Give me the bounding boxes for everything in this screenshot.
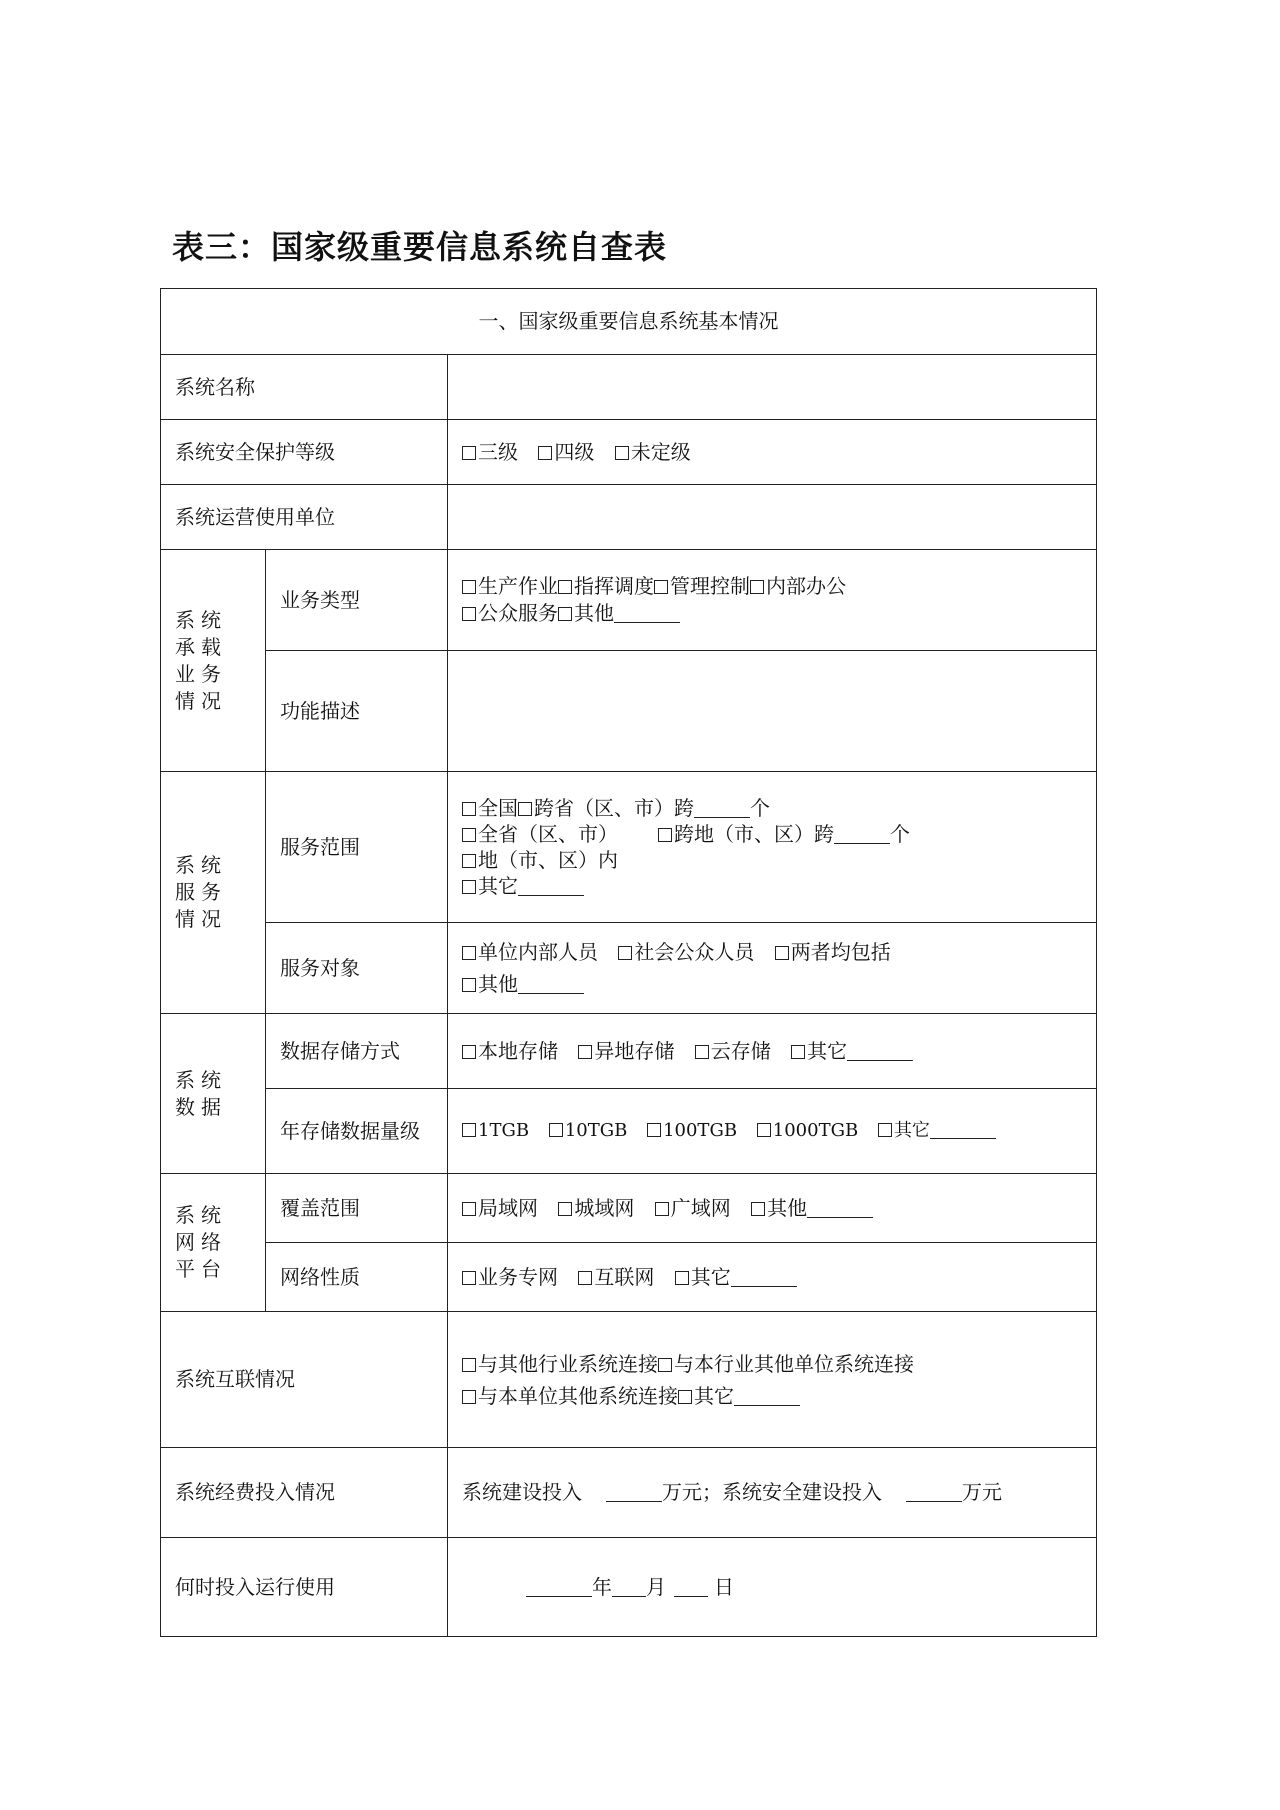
checkbox-lan[interactable] bbox=[462, 1202, 476, 1216]
option-1tb: 1TGB bbox=[478, 1119, 530, 1141]
checkbox-1000tb[interactable] bbox=[757, 1123, 771, 1137]
option-target-other: 其他 bbox=[478, 972, 518, 996]
checkbox-storage-other[interactable] bbox=[791, 1045, 805, 1059]
checkbox-level-3[interactable] bbox=[462, 446, 476, 460]
option-man: 城域网 bbox=[574, 1195, 635, 1220]
coverage-options bbox=[448, 1174, 1097, 1243]
option-other-industry: 与其他行业系统连接 bbox=[478, 1351, 658, 1376]
launch-label: 何时投入运行使用 bbox=[161, 1538, 448, 1637]
checkbox-public-service[interactable] bbox=[462, 607, 476, 621]
checkbox-internal-staff[interactable] bbox=[462, 946, 476, 960]
service-group-label: 系统服务情况 bbox=[161, 772, 266, 1014]
cross-region-blank[interactable] bbox=[834, 823, 890, 844]
operating-unit-label: 系统运营使用单位 bbox=[161, 485, 448, 550]
page-title: 表三：国家级重要信息系统自查表 bbox=[172, 228, 668, 266]
section-header: 一、国家级重要信息系统基本情况 bbox=[161, 289, 1097, 355]
checkbox-remote-storage[interactable] bbox=[578, 1045, 592, 1059]
volume-options bbox=[448, 1089, 1097, 1174]
checkbox-dispatch[interactable] bbox=[558, 580, 572, 594]
business-type-label: 业务类型 bbox=[266, 550, 448, 651]
option-level-undefined: 未定级 bbox=[630, 439, 691, 464]
option-level-3: 三级 bbox=[478, 439, 518, 464]
checkbox-both[interactable] bbox=[775, 946, 789, 960]
option-scope-other: 其它 bbox=[478, 874, 518, 898]
option-same-unit: 与本单位其他系统连接 bbox=[478, 1383, 678, 1408]
option-province-wide: 全省（区、市） bbox=[478, 822, 618, 846]
cross-province-unit: 个 bbox=[750, 796, 770, 820]
function-value[interactable] bbox=[448, 651, 1097, 772]
checkbox-same-industry[interactable] bbox=[658, 1358, 672, 1372]
option-lan: 局域网 bbox=[478, 1195, 538, 1220]
checkbox-same-unit[interactable] bbox=[462, 1390, 476, 1404]
option-private-network: 业务专网 bbox=[478, 1264, 558, 1289]
checkbox-local-storage[interactable] bbox=[462, 1045, 476, 1059]
option-local: 地（市、区）内 bbox=[478, 848, 618, 872]
checkbox-management[interactable] bbox=[654, 580, 668, 594]
business-group-label: 系统承载业务情况 bbox=[161, 550, 266, 772]
checkbox-cross-region[interactable] bbox=[658, 828, 672, 842]
nature-options bbox=[448, 1243, 1097, 1312]
coverage-label: 覆盖范围 bbox=[266, 1174, 448, 1243]
checkbox-coverage-other[interactable] bbox=[751, 1202, 765, 1216]
storage-options bbox=[448, 1014, 1097, 1089]
storage-label: 数据存储方式 bbox=[266, 1014, 448, 1089]
launch-date bbox=[448, 1538, 1097, 1637]
checkbox-province-wide[interactable] bbox=[462, 828, 476, 842]
build-investment-unit: 万元 bbox=[662, 1480, 702, 1504]
option-cross-province: 跨省（区、市）跨 bbox=[534, 796, 694, 820]
option-volume-other: 其它 bbox=[893, 1119, 930, 1141]
option-public: 社会公众人员 bbox=[634, 940, 755, 964]
data-group-label: 系统数据 bbox=[161, 1014, 266, 1174]
service-scope-label: 服务范围 bbox=[266, 772, 448, 923]
self-check-table bbox=[160, 288, 1097, 1637]
option-nature-other: 其它 bbox=[690, 1264, 731, 1289]
target-other-blank[interactable] bbox=[518, 973, 584, 994]
cross-region-unit: 个 bbox=[890, 822, 910, 846]
checkbox-level-undefined[interactable] bbox=[615, 446, 629, 460]
option-remote-storage: 异地存储 bbox=[594, 1038, 675, 1063]
build-investment-blank[interactable] bbox=[606, 1481, 662, 1502]
checkbox-level-4[interactable] bbox=[538, 446, 552, 460]
launch-day-blank[interactable] bbox=[674, 1576, 708, 1597]
checkbox-volume-other[interactable] bbox=[878, 1123, 892, 1137]
launch-day-label: 日 bbox=[714, 1574, 734, 1599]
checkbox-office[interactable] bbox=[750, 580, 764, 594]
business-other-blank[interactable] bbox=[614, 602, 680, 623]
checkbox-national[interactable] bbox=[462, 802, 476, 816]
option-wan: 广域网 bbox=[670, 1195, 731, 1220]
checkbox-production[interactable] bbox=[462, 580, 476, 594]
checkbox-target-other[interactable] bbox=[462, 978, 476, 992]
option-cloud-storage: 云存储 bbox=[710, 1038, 771, 1063]
option-interconnection-other: 其它 bbox=[694, 1383, 734, 1408]
funding-values bbox=[448, 1448, 1097, 1538]
function-label: 功能描述 bbox=[266, 651, 448, 772]
option-storage-other: 其它 bbox=[807, 1038, 848, 1063]
option-internal-staff: 单位内部人员 bbox=[478, 940, 598, 964]
protection-level-label: 系统安全保护等级 bbox=[161, 420, 448, 485]
nature-label: 网络性质 bbox=[266, 1243, 448, 1312]
launch-month-blank[interactable] bbox=[612, 1576, 646, 1597]
checkbox-public[interactable] bbox=[618, 946, 632, 960]
checkbox-10tb[interactable] bbox=[549, 1123, 563, 1137]
checkbox-interconnection-other[interactable] bbox=[678, 1390, 692, 1404]
cross-province-blank[interactable] bbox=[694, 797, 750, 818]
interconnection-other-blank[interactable] bbox=[734, 1385, 800, 1406]
option-1000tb: 1000TGB bbox=[772, 1119, 859, 1141]
checkbox-local[interactable] bbox=[462, 854, 476, 868]
checkbox-cloud-storage[interactable] bbox=[695, 1045, 709, 1059]
security-investment-label: 系统安全建设投入 bbox=[722, 1480, 882, 1504]
service-target-label: 服务对象 bbox=[266, 923, 448, 1014]
checkbox-private-network[interactable] bbox=[462, 1271, 476, 1285]
checkbox-nature-other[interactable] bbox=[675, 1271, 689, 1285]
checkbox-100tb[interactable] bbox=[647, 1123, 661, 1137]
option-business-other: 其他 bbox=[574, 601, 614, 625]
coverage-other-blank[interactable] bbox=[807, 1197, 873, 1218]
scope-other-blank[interactable] bbox=[518, 875, 584, 896]
system-name-value[interactable] bbox=[448, 355, 1097, 420]
option-dispatch: 指挥调度 bbox=[574, 574, 654, 598]
option-coverage-other: 其他 bbox=[767, 1195, 808, 1220]
nature-other-blank[interactable] bbox=[731, 1266, 797, 1287]
checkbox-man[interactable] bbox=[558, 1202, 572, 1216]
checkbox-wan[interactable] bbox=[655, 1202, 669, 1216]
funding-label: 系统经费投入情况 bbox=[161, 1448, 448, 1538]
volume-label: 年存储数据量级 bbox=[266, 1089, 448, 1174]
operating-unit-value[interactable] bbox=[448, 485, 1097, 550]
volume-other-blank[interactable] bbox=[930, 1120, 996, 1139]
checkbox-cross-province[interactable] bbox=[518, 802, 532, 816]
option-both: 两者均包括 bbox=[790, 940, 891, 964]
build-investment-label: 系统建设投入 bbox=[462, 1480, 582, 1504]
security-investment-blank[interactable] bbox=[906, 1481, 962, 1502]
launch-year-blank[interactable] bbox=[526, 1576, 592, 1597]
checkbox-internet[interactable] bbox=[578, 1271, 592, 1285]
option-same-industry: 与本行业其他单位系统连接 bbox=[674, 1351, 914, 1376]
service-target-options bbox=[448, 923, 1097, 1014]
security-investment-unit: 万元 bbox=[962, 1480, 1002, 1504]
interconnection-options bbox=[448, 1312, 1097, 1448]
storage-other-blank[interactable] bbox=[847, 1040, 913, 1061]
option-local-storage: 本地存储 bbox=[478, 1038, 558, 1063]
option-national: 全国 bbox=[478, 796, 518, 820]
option-production: 生产作业 bbox=[478, 574, 558, 598]
option-level-4: 四级 bbox=[554, 439, 595, 464]
checkbox-other-industry[interactable] bbox=[462, 1358, 476, 1372]
option-internet: 互联网 bbox=[594, 1264, 655, 1289]
launch-month-label: 月 bbox=[646, 1574, 666, 1599]
launch-year-label: 年 bbox=[592, 1574, 612, 1599]
system-name-label: 系统名称 bbox=[161, 355, 448, 420]
option-cross-region: 跨地（市、区）跨 bbox=[674, 822, 834, 846]
option-office: 内部办公 bbox=[766, 574, 846, 598]
business-type-options bbox=[448, 550, 1097, 651]
protection-level-options bbox=[448, 420, 1097, 485]
checkbox-scope-other[interactable] bbox=[462, 880, 476, 894]
checkbox-business-other[interactable] bbox=[558, 607, 572, 621]
interconnection-label: 系统互联情况 bbox=[161, 1312, 448, 1448]
checkbox-1tb[interactable] bbox=[462, 1123, 476, 1137]
funding-separator: ； bbox=[702, 1480, 722, 1504]
option-public-service: 公众服务 bbox=[478, 601, 558, 625]
network-group-label: 系统网络平台 bbox=[161, 1174, 266, 1312]
option-100tb: 100TGB bbox=[663, 1119, 738, 1141]
option-management: 管理控制 bbox=[670, 574, 750, 598]
service-scope-options bbox=[448, 772, 1097, 923]
option-10tb: 10TGB bbox=[564, 1119, 628, 1141]
